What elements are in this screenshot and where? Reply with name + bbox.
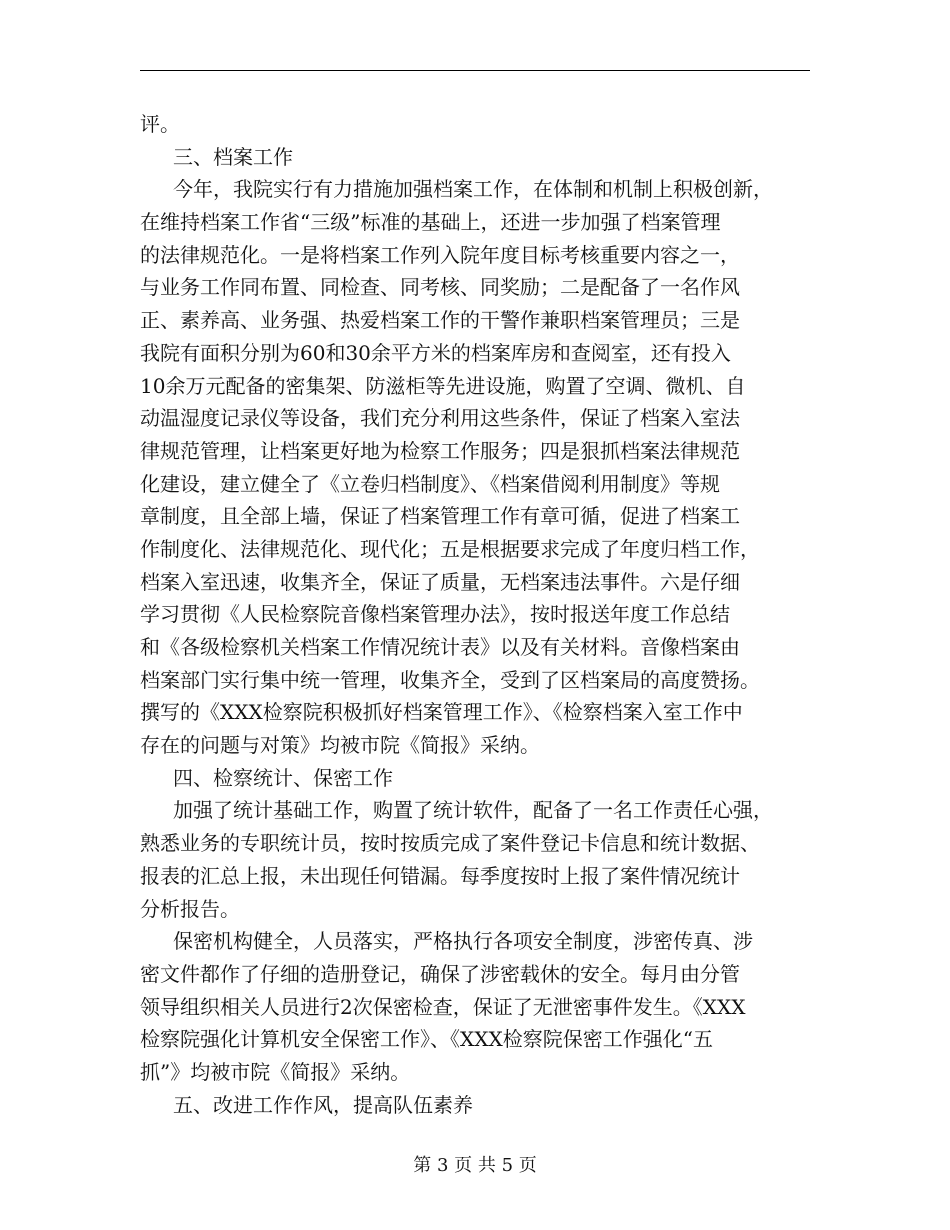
page-number-footer: 第 3 页 共 5 页 — [413, 1155, 537, 1176]
paragraph-line: 抓”》均被市院《简报》采纳。 — [140, 1059, 411, 1084]
paragraph-line: 动温湿度记录仪等设备，我们充分利用这些条件，保证了档案入室法 — [140, 406, 740, 431]
paragraph-line: 评。 — [140, 112, 180, 136]
section-heading-archives: 三、档案工作 — [173, 144, 293, 169]
paragraph-line: 保密机构健全，人员落实，严格执行各项安全制度，涉密传真、涉 — [173, 929, 753, 954]
paragraph-line: 化建设，建立健全了《立卷归档制度》、《档案借阅利用制度》等规 — [140, 471, 720, 496]
paragraph-line: 存在的问题与对策》均被市院《简报》采纳。 — [140, 733, 540, 758]
paragraph-line: 档案部门实行集中统一管理，收集齐全，受到了区档案局的高度赞扬。 — [140, 667, 760, 692]
paragraph-line: 在维持档案工作省“三级”标准的基础上，还进一步加强了档案管理 — [140, 210, 721, 235]
section-heading-work-style: 五、改进工作作风，提高队伍素养 — [173, 1092, 473, 1117]
section-heading-statistics-secrecy: 四、检察统计、保密工作 — [173, 765, 393, 790]
paragraph-line: 的法律规范化。一是将档案工作列入院年度目标考核重要内容之一， — [140, 242, 740, 267]
paragraph-line: 撰写的《XXX检察院积极抓好档案管理工作》、《检察档案入室工作中 — [140, 700, 743, 725]
paragraph-line: 领导组织相关人员进行2次保密检查，保证了无泄密事件发生。《XXX — [140, 994, 746, 1019]
paragraph-line: 检察院强化计算机安全保密工作》、《XXX检察院保密工作强化“五 — [140, 1027, 713, 1052]
paragraph-line: 今年，我院实行有力措施加强档案工作，在体制和机制上积极创新， — [173, 177, 773, 202]
paragraph-line: 熟悉业务的专职统计员，按时按质完成了案件登记卡信息和统计数据、 — [140, 831, 760, 856]
paragraph-line: 密文件都作了仔细的造册登记，确保了涉密载休的安全。每月由分管 — [140, 961, 740, 986]
paragraph-line: 学习贯彻《人民检察院音像档案管理办法》，按时报送年度工作总结 — [140, 602, 730, 627]
paragraph-line: 与业务工作同布置、同检查、同考核、同奖励；二是配备了一名作风 — [140, 275, 740, 300]
paragraph-line: 报表的汇总上报，未出现任何错漏。每季度按时上报了案件情况统计 — [140, 863, 740, 888]
paragraph-line: 章制度，且全部上墙，保证了档案管理工作有章可循，促进了档案工 — [140, 504, 740, 529]
paragraph-line: 分析报告。 — [140, 896, 240, 921]
header-rule — [140, 70, 810, 71]
paragraph-line: 我院有面积分别为60和30余平方米的档案库房和查阅室，还有投入 — [140, 340, 731, 365]
paragraph-line: 和《各级检察机关档案工作情况统计表》以及有关材料。音像档案由 — [140, 635, 740, 659]
paragraph-line: 律规范管理，让档案更好地为检察工作服务；四是狠抓档案法律规范 — [140, 438, 740, 463]
document-body — [140, 108, 820, 1121]
paragraph-line: 档案入室迅速，收集齐全，保证了质量，无档案违法事件。六是仔细 — [140, 569, 740, 594]
paragraph-line: 作制度化、法律规范化、现代化；五是根据要求完成了年度归档工作， — [140, 536, 760, 561]
paragraph-line: 加强了统计基础工作，购置了统计软件，配备了一名工作责任心强， — [173, 798, 773, 823]
paragraph-line: 10余万元配备的密集架、防滋柜等先进设施，购置了空调、微机、自 — [140, 373, 746, 398]
paragraph-line: 正、素养高、业务强、热爱档案工作的干警作兼职档案管理员；三是 — [140, 308, 740, 333]
